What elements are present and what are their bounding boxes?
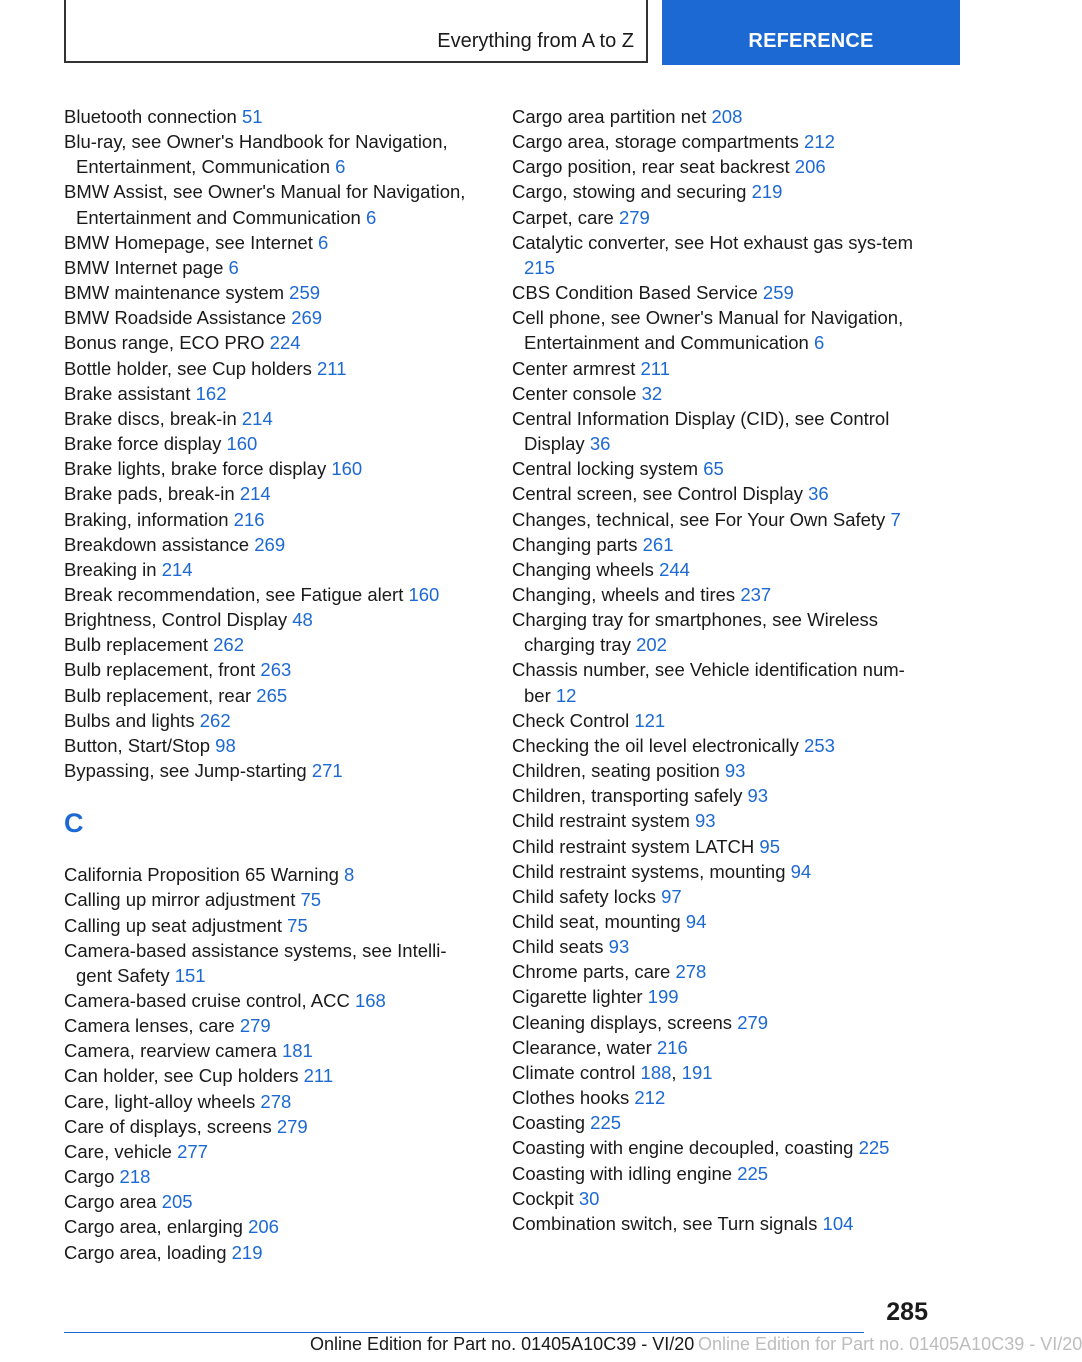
index-entry-page-link[interactable]: 261	[642, 533, 674, 555]
index-entry-page-link[interactable]: 262	[199, 709, 231, 731]
index-entry-page-link[interactable]: 262	[213, 634, 244, 656]
index-entry-term: Center console	[512, 382, 637, 404]
header-title: Everything from A to Z	[437, 30, 634, 52]
index-entry-term: Coasting with engine decoupled, coasting	[512, 1137, 854, 1159]
index-entry-page-link[interactable]: 225	[858, 1137, 890, 1159]
index-entry	[64, 1164, 469, 1189]
index-entry	[512, 708, 917, 733]
index-entry-term: Breaking in	[64, 558, 157, 580]
index-entry: Climate control 188, 191	[512, 1061, 713, 1083]
index-entry-page-link[interactable]: 279	[276, 1115, 308, 1137]
index-entry-page-link[interactable]: 97	[661, 885, 682, 907]
index-entry	[64, 1038, 469, 1063]
index-entry-term: Button, Start/Stop	[64, 734, 211, 756]
index-entry	[64, 230, 469, 255]
index-entry-term: Cargo area partition net	[512, 106, 707, 127]
index-entry-term: Can holder, see Cup holders	[64, 1065, 299, 1087]
index-entry-page-link[interactable]: 216	[656, 1036, 688, 1058]
index-entry-page-link[interactable]: 212	[634, 1087, 666, 1109]
index-entry-term: Care of displays, screens	[64, 1115, 272, 1137]
index-entry	[64, 1013, 469, 1038]
index-entry-term: Climate control	[512, 1061, 636, 1083]
index-entry	[64, 1189, 469, 1214]
index-entry-term: Cigarette lighter	[512, 986, 643, 1008]
index-entry-term: BMW Roadside Assistance	[64, 307, 287, 329]
index-entry-term: Bypassing, see Jump-starting	[64, 760, 307, 782]
index-entry-page-link[interactable]: 36	[589, 433, 611, 455]
index-entry-page-link[interactable]: 6	[335, 156, 346, 178]
index-entry-term: Brake lights, brake force display	[64, 458, 327, 480]
index-entry-page-link[interactable]: 8	[344, 864, 355, 886]
index-column-left	[64, 104, 469, 1265]
index-entry-page-link[interactable]: 6	[317, 231, 329, 253]
index-entry-page-link[interactable]: 206	[794, 156, 826, 178]
index-entry-page-link[interactable]: 279	[618, 206, 650, 228]
index-entry-term: Cleaning displays, screens	[512, 1011, 733, 1033]
index-entry-term: Cargo	[64, 1166, 115, 1188]
index-entry-term: Child restraint systems, mounting	[512, 860, 786, 882]
index-entry-page-link[interactable]: 51	[241, 106, 263, 127]
index-entry	[512, 984, 917, 1009]
index-entry-term: Carpet, care	[512, 206, 614, 228]
index-entry	[512, 154, 917, 179]
index-entry-term: Bulb replacement, front	[64, 659, 256, 681]
index-entry-page-link[interactable]: 219	[751, 181, 783, 203]
index-entry-term: Child restraint system LATCH	[512, 835, 755, 857]
index-entry-term: Cargo area, enlarging	[64, 1216, 243, 1238]
index-entry-term: Child seat, mounting	[512, 911, 681, 932]
index-entry-page-link[interactable]: 32	[641, 382, 663, 404]
index-entry	[512, 129, 917, 154]
index-entry-page-link[interactable]: 93	[608, 936, 630, 958]
index-entry-page-link[interactable]: 218	[119, 1166, 151, 1188]
index-entry	[512, 607, 917, 657]
index-entry-page-link[interactable]: 214	[239, 483, 271, 505]
index-entry	[64, 129, 469, 179]
index-entry-page-link[interactable]: 98	[215, 734, 236, 756]
index-entry-page-link[interactable]: 277	[177, 1140, 208, 1162]
index-entry-term: Cockpit	[512, 1187, 574, 1209]
index-entry-term: Cargo area, storage compartments	[512, 131, 799, 153]
index-entry-term: Catalytic converter, see Hot exhaust gas sys-tem	[512, 231, 914, 253]
index-entry-term: Break recommendation, see Fatigue alert	[64, 583, 404, 605]
index-entry	[512, 1035, 917, 1060]
index-entry-term: Children, transporting safely	[512, 785, 743, 807]
index-entry-page-link[interactable]: 271	[311, 760, 343, 782]
index-entry-page-link[interactable]: 199	[647, 986, 679, 1008]
page-number: 285	[886, 1298, 928, 1326]
index-entry-page-link[interactable]: 75	[300, 889, 322, 911]
index-section-letter: C	[64, 808, 84, 839]
index-entry-page-link[interactable]: 215	[524, 256, 555, 278]
index-entry-term: Camera, rearview camera	[64, 1040, 277, 1062]
index-entry-term: Cargo area, loading	[64, 1241, 227, 1263]
index-entry-page-link[interactable]: 188	[640, 1061, 672, 1083]
index-entry	[64, 632, 469, 657]
index-entry	[512, 1135, 917, 1160]
index-entry-page-link[interactable]: 6	[366, 206, 377, 228]
index-entry-term: Changing parts	[512, 533, 638, 555]
index-entry-page-link[interactable]: 269	[291, 307, 323, 329]
index-entry-term: Child restraint system	[512, 810, 690, 832]
index-entry-page-link[interactable]: 214	[161, 558, 193, 580]
index-entry-page-link[interactable]: 208	[711, 106, 743, 127]
index-entry-page-link[interactable]: 278	[675, 961, 707, 983]
index-entry-term: Blu-ray, see Owner's Handbook for Navigation, Entertainment, Communication	[64, 131, 448, 178]
index-entry-page-link[interactable]: 6	[228, 256, 239, 278]
index-entry-page-link[interactable]: 93	[724, 760, 746, 782]
index-entry-page-link[interactable]: 225	[737, 1162, 769, 1184]
index-group-c	[64, 862, 469, 1265]
index-entry-page-link[interactable]: 94	[685, 911, 707, 932]
index-entry-term: Camera-based cruise control, ACC	[64, 990, 350, 1011]
index-entry	[512, 733, 917, 758]
index-entry-term: Calling up seat adjustment	[64, 914, 283, 936]
index-entry-term: Breakdown assistance	[64, 533, 250, 555]
index-entry	[64, 557, 469, 582]
index-entry-page-link[interactable]: 93	[747, 785, 769, 807]
index-entry-page-link[interactable]: 48	[292, 609, 313, 631]
index-entry-page-link[interactable]: 278	[260, 1090, 292, 1112]
index-entry-page-link[interactable]: 160	[408, 583, 440, 605]
index-entry-term: Chrome parts, care	[512, 961, 671, 983]
index-entry	[64, 1114, 469, 1139]
index-entry-page-link[interactable]: 6	[814, 332, 825, 354]
index-entry	[64, 1089, 469, 1114]
index-entry-page-link[interactable]: 269	[254, 533, 286, 555]
index-entry-page-link[interactable]: 211	[640, 357, 671, 379]
index-entry	[64, 607, 469, 632]
index-entry-page-link[interactable]: 160	[226, 433, 258, 455]
index-entry	[64, 305, 469, 330]
index-entry-term: BMW Assist, see Owner's Manual for Navigation, Entertainment and Communication	[64, 181, 466, 228]
index-entry	[512, 783, 917, 808]
index-entry-page-link[interactable]: 212	[804, 131, 835, 153]
index-entry-page-link[interactable]: 259	[762, 282, 794, 304]
index-entry	[64, 913, 469, 938]
index-entry	[64, 507, 469, 532]
index-entry-page-link[interactable]: 151	[174, 964, 206, 986]
index-entry-term: Coasting with idling engine	[512, 1162, 733, 1184]
index-entry-term: BMW maintenance system	[64, 282, 285, 304]
index-entry	[512, 959, 917, 984]
index-entry-term: Cargo position, rear seat backrest	[512, 156, 790, 178]
index-entry-page-link[interactable]: 205	[161, 1191, 193, 1213]
index-entry-term: Clearance, water	[512, 1036, 652, 1058]
index-entry	[512, 834, 917, 859]
index-entry	[64, 1240, 469, 1265]
index-entry-page-link[interactable]: 214	[241, 407, 273, 429]
index-entry	[512, 934, 917, 959]
index-entry-page-link[interactable]: 95	[759, 835, 780, 857]
index-entry-page-link[interactable]: 160	[331, 458, 363, 480]
index-entry	[512, 305, 917, 355]
index-entry-term: Braking, information	[64, 508, 229, 530]
index-entry-term: California Proposition 65 Warning	[64, 864, 339, 886]
index-entry	[512, 1161, 917, 1186]
index-entry-page-link[interactable]: 263	[260, 659, 292, 681]
index-entry-term: Central locking system	[512, 458, 699, 480]
index-entry-page-link[interactable]: 206	[248, 1216, 279, 1238]
index-entry	[512, 381, 917, 406]
index-entry-page-link[interactable]: 162	[195, 382, 227, 404]
index-entry-page-link[interactable]: 202	[636, 634, 667, 656]
index-entry-term: Bonus range, ECO PRO	[64, 332, 265, 354]
index-entry-term: Calling up mirror adjustment	[64, 889, 296, 911]
index-entry	[512, 884, 917, 909]
index-entry	[512, 1211, 917, 1236]
index-entry-term: Central screen, see Control Display	[512, 483, 803, 505]
index-entry	[64, 280, 469, 305]
index-entry-term: Changing wheels	[512, 558, 654, 580]
index-entry-page-link[interactable]: 121	[634, 709, 666, 731]
index-entry	[512, 179, 917, 204]
index-entry-term: Changing, wheels and tires	[512, 583, 736, 605]
index-entry-term: Central Information Display (CID), see Control Display	[512, 407, 890, 455]
index-entry	[512, 280, 917, 305]
index-entry	[64, 758, 469, 783]
index-entry-page-link[interactable]: 168	[354, 990, 386, 1011]
index-entry-term: Bulbs and lights	[64, 709, 195, 731]
index-entry-term: Changes, technical, see For Your Own Safety	[512, 508, 886, 530]
index-entry	[512, 406, 917, 456]
index-entry	[64, 733, 469, 758]
index-entry	[64, 657, 469, 682]
index-entry-page-link[interactable]: 225	[590, 1112, 622, 1134]
index-entry	[512, 481, 917, 506]
index-entry	[512, 1110, 917, 1135]
index-entry-term: Charging tray for smartphones, see Wireless charging tray	[512, 609, 879, 656]
index-entry	[512, 456, 917, 481]
index-entry-term: Checking the oil level electronically	[512, 734, 799, 756]
index-entry-term: Bottle holder, see Cup holders	[64, 357, 312, 379]
index-entry-page-link[interactable]: 253	[804, 734, 835, 756]
index-entry	[64, 104, 469, 129]
index-entry	[64, 708, 469, 733]
index-entry	[64, 381, 469, 406]
index-entry	[64, 938, 469, 988]
index-entry	[64, 255, 469, 280]
index-entry-page-link[interactable]: 279	[737, 1011, 769, 1033]
index-entry	[64, 356, 469, 381]
index-entry	[512, 557, 917, 582]
index-entry-term: Brake pads, break-in	[64, 483, 235, 505]
index-entry	[64, 862, 469, 887]
index-entry-term: Care, vehicle	[64, 1140, 172, 1162]
index-entry-term: Child safety locks	[512, 885, 656, 907]
index-entry-term: Clothes hooks	[512, 1087, 630, 1109]
index-entry	[64, 406, 469, 431]
index-entry	[64, 179, 469, 229]
index-entry	[64, 330, 469, 355]
index-entry-page-link[interactable]: 279	[239, 1015, 271, 1037]
header-title-box	[64, 0, 648, 63]
index-entry-term: Combination switch, see Turn signals	[512, 1212, 818, 1234]
index-entry-term: Bulb replacement	[64, 634, 208, 656]
index-entry	[512, 1186, 917, 1211]
index-entry-page-link[interactable]: 30	[578, 1187, 600, 1209]
index-entry-term: Child seats	[512, 936, 604, 958]
index-entry-term: Cargo area	[64, 1191, 157, 1213]
index-entry-term: Camera lenses, care	[64, 1015, 235, 1037]
index-entry-term: Check Control	[512, 709, 630, 731]
index-entry	[64, 1139, 469, 1164]
header-section-tab	[662, 0, 960, 65]
index-entry-page-link[interactable]: 191	[681, 1061, 713, 1083]
index-entry-page-link[interactable]: 36	[808, 483, 829, 505]
index-entry-page-link[interactable]: 65	[703, 458, 724, 480]
index-entry	[512, 230, 917, 280]
index-entry-term: CBS Condition Based Service	[512, 282, 758, 304]
footer-edition: Online Edition for Part no. 01405A10C39 - VI/20	[310, 1334, 695, 1354]
index-entry	[64, 582, 469, 607]
index-group-b	[64, 104, 469, 783]
index-entry-term: Care, light-alloy wheels	[64, 1090, 256, 1112]
index-entry	[512, 582, 917, 607]
index-entry	[512, 1085, 917, 1110]
index-entry	[512, 808, 917, 833]
index-entry-page-link[interactable]: 265	[256, 684, 288, 706]
index-entry	[512, 909, 917, 934]
index-entry	[64, 481, 469, 506]
index-entry-term: Chassis number, see Vehicle identification num-ber	[512, 659, 905, 706]
index-entry	[512, 758, 917, 783]
index-entry	[512, 532, 917, 557]
index-entry-term: BMW Internet page	[64, 256, 224, 278]
index-entry-term: Bulb replacement, rear	[64, 684, 252, 706]
index-entry-page-link[interactable]: 7	[890, 508, 901, 530]
index-entry-term: Children, seating position	[512, 760, 720, 782]
index-entry-page-link[interactable]: 211	[303, 1065, 334, 1087]
index-entry-page-link[interactable]: 12	[555, 684, 577, 706]
index-entry	[512, 657, 917, 707]
index-entry-term: Cell phone, see Owner's Manual for Navigation, Entertainment and Communication	[512, 307, 904, 354]
index-entry-page-link[interactable]: 219	[231, 1241, 263, 1263]
index-entry-term: Bluetooth connection	[64, 106, 237, 127]
index-entry	[64, 887, 469, 912]
index-entry-page-link[interactable]: 104	[822, 1212, 854, 1234]
index-entry-page-link[interactable]: 93	[695, 810, 716, 832]
index-entry	[64, 1063, 469, 1088]
index-entry-page-link[interactable]: 94	[790, 860, 812, 882]
footer-rule	[64, 1332, 864, 1333]
index-entry-term: Center armrest	[512, 357, 636, 379]
index-entry	[512, 104, 917, 129]
index-entry-page-link[interactable]: 75	[287, 914, 308, 936]
index-entry-term: Coasting	[512, 1112, 586, 1134]
index-entry	[64, 988, 469, 1013]
index-group-c-continued	[512, 104, 917, 1236]
index-entry-page-link[interactable]: 244	[659, 558, 690, 580]
index-entry	[64, 456, 469, 481]
index-entry-term: Brightness, Control Display	[64, 609, 288, 631]
index-entry	[64, 683, 469, 708]
index-entry	[512, 507, 917, 532]
index-entry-term: Camera-based assistance systems, see Intelli-gent Safety	[64, 939, 447, 986]
index-entry-page-link[interactable]: 237	[740, 583, 772, 605]
index-entry-term: Brake force display	[64, 433, 222, 455]
index-entry	[512, 205, 917, 230]
index-entry	[64, 532, 469, 557]
index-entry	[512, 859, 917, 884]
index-entry-page-link[interactable]: 181	[281, 1040, 313, 1062]
index-column-right	[512, 104, 917, 1236]
index-entry-term: Brake discs, break-in	[64, 407, 237, 429]
index-entry-page-link[interactable]: 216	[233, 508, 265, 530]
footer-watermark: Online Edition for Part no. 01405A10C39 - VI/20	[698, 1334, 1082, 1354]
index-entry-term: Cargo, stowing and securing	[512, 181, 747, 203]
index-entry	[512, 1010, 917, 1035]
index-entry-term: BMW Homepage, see Internet	[64, 231, 313, 253]
index-entry-term: Brake assistant	[64, 382, 191, 404]
header-section-tab-label: REFERENCE	[748, 30, 874, 52]
index-entry	[64, 431, 469, 456]
index-entry	[512, 356, 917, 381]
index-entry-page-link[interactable]: 211	[317, 357, 347, 379]
index-entry-page-link[interactable]: 224	[269, 332, 301, 354]
index-entry	[64, 1214, 469, 1239]
index-entry-page-link[interactable]: 259	[289, 282, 321, 304]
